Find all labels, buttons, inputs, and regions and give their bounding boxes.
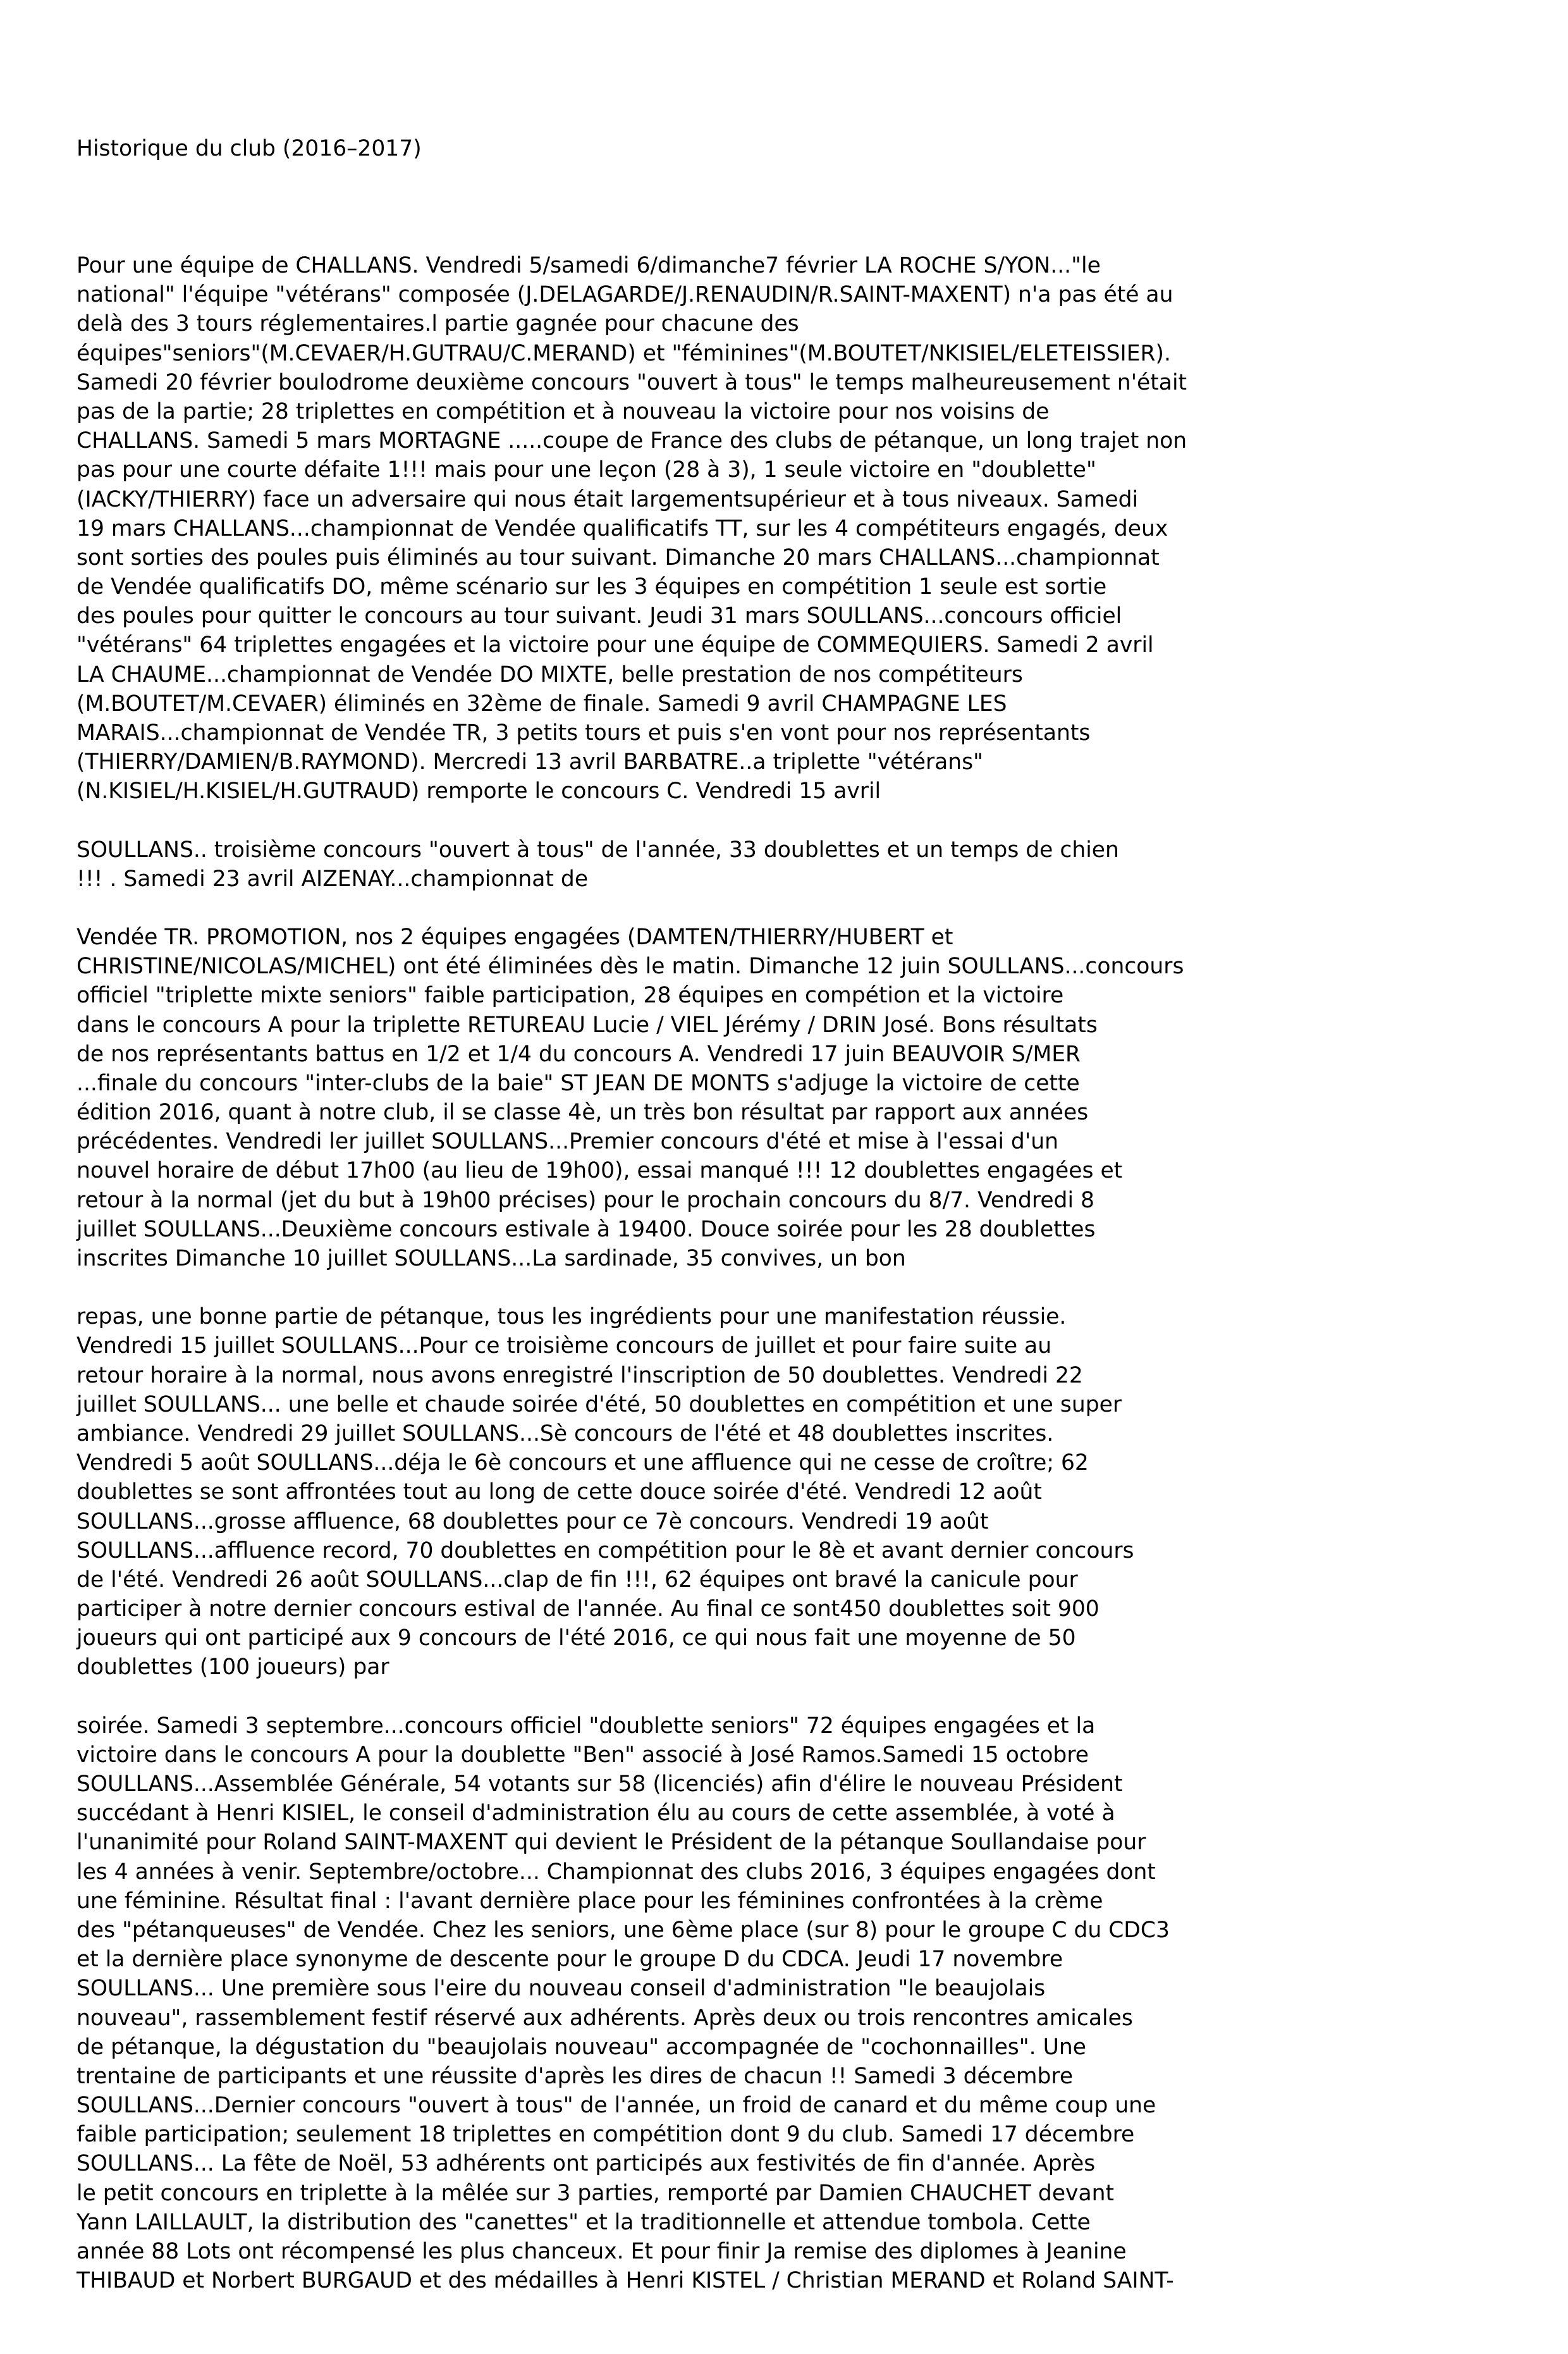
text-line: et la dernière place synonyme de descente pour le groupe D du CDCA. Jeudi 17 novembre <box>77 1947 1063 1973</box>
text-line: Samedi 20 février boulodrome deuxième concours "ouvert à tous" le temps malheureusement n'était <box>77 369 1187 395</box>
text-line: de Vendée qualificatifs DO, même scénario sur les 3 équipes en compétition 1 seule est sortie <box>77 574 1107 600</box>
text-line: ...finale du concours "inter-clubs de la baie" ST JEAN DE MONTS s'adjuge la victoire de cette <box>77 1070 1080 1096</box>
text-line: de pétanque, la dégustation du "beaujolais nouveau" accompagnée de "cochonnailles". Une <box>77 2034 1086 2060</box>
text-line: nouvel horaire de début 17h00 (au lieu de 19h00), essai manqué !!! 12 doublettes engagées et <box>77 1158 1123 1184</box>
text-line: inscrites Dimanche 10 juillet SOULLANS...La sardinade, 35 convives, un bon <box>77 1246 906 1272</box>
text-line: joueurs qui ont participé aux 9 concours de l'été 2016, ce qui nous fait une moyenne de 50 <box>77 1625 1076 1651</box>
text-line: l'unanimité pour Roland SAINT-MAXENT qui devient le Président de la pétanque Soullandaise pour <box>77 1830 1146 1856</box>
text-line: 19 mars CHALLANS...championnat de Vendée qualificatifs TT, sur les 4 compétiteurs engagés, deux <box>77 515 1168 541</box>
text-line: delà des 3 tours réglementaires.l partie gagnée pour chacune des <box>77 311 799 337</box>
text-line: MARAIS...championnat de Vendée TR, 3 petits tours et puis s'en vont pour nos représentants <box>77 720 1091 746</box>
text-line: SOULLANS...Assemblée Générale, 54 votants sur 58 (licenciés) afin d'élire le nouveau Président <box>77 1772 1123 1797</box>
text-line: faible participation; seulement 18 triplettes en compétition dont 9 du club. Samedi 17 décembre <box>77 2122 1135 2148</box>
text-line: doublettes (100 joueurs) par <box>77 1655 389 1680</box>
text-line: année 88 Lots ont récompensé les plus chanceux. Et pour finir Ja remise des diplomes à Jeanine <box>77 2239 1127 2265</box>
text-line: Vendredi 5 août SOULLANS...déja le 6è concours et une affluence qui ne cesse de croître; 62 <box>77 1450 1089 1476</box>
text-line: retour horaire à la normal, nous avons enregistré l'inscription de 50 doublettes. Vendredi 22 <box>77 1362 1083 1388</box>
text-line: Pour une équipe de CHALLANS. Vendredi 5/samedi 6/dimanche7 février LA ROCHE S/YON..."le <box>77 253 1101 279</box>
text-line: LA CHAUME...championnat de Vendée DO MIXTE, belle prestation de nos compétiteurs <box>77 662 1023 687</box>
text-line: trentaine de participants et une réussite d'après les dires de chacun !! Samedi 3 décembre <box>77 2063 1074 2089</box>
text-line: SOULLANS...affluence record, 70 doublettes en compétition pour le 8è et avant dernier concours <box>77 1537 1134 1563</box>
paragraph <box>77 1302 1493 1682</box>
text-line: SOULLANS... Une première sous l'eire du nouveau conseil d'administration "le beaujolais <box>77 1976 1046 2002</box>
text-line: SOULLANS...Dernier concours "ouvert à tous" de l'année, un froid de canard et du même coup une <box>77 2093 1156 2119</box>
text-line: des poules pour quitter le concours au tour suivant. Jeudi 31 mars SOULLANS...concours officiel <box>77 603 1122 629</box>
text-line: équipes"seniors"(M.CEVAER/H.GUTRAU/C.MERAND) et "féminines"(M.BOUTET/NKISIEL/ELETEISSIER). <box>77 340 1171 366</box>
text-line: Vendredi 15 juillet SOULLANS...Pour ce troisième concours de juillet et pour faire suite au <box>77 1333 1052 1359</box>
text-line: juillet SOULLANS... une belle et chaude soirée d'été, 50 doublettes en compétition et une super <box>77 1391 1122 1417</box>
text-line: dans le concours A pour la triplette RETUREAU Lucie / VIEL Jérémy / DRIN José. Bons résultats <box>77 1012 1098 1038</box>
text-line: une féminine. Résultat final : l'avant dernière place pour les féminines confrontées à la crème <box>77 1888 1103 1914</box>
text-line: des "pétanqueuses" de Vendée. Chez les seniors, une 6ème place (sur 8) pour le groupe C du CDC3 <box>77 1917 1170 1943</box>
text-line: THIBAUD et Norbert BURGAUD et des médailles à Henri KISTEL / Christian MERAND et Roland SAINT- <box>77 2268 1174 2294</box>
text-line: SOULLANS...grosse affluence, 68 doublettes pour ce 7è concours. Vendredi 19 août <box>77 1508 989 1534</box>
paragraph <box>77 1711 1493 2296</box>
text-line: victoire dans le concours A pour la doublette "Ben" associé à José Ramos.Samedi 15 octobre <box>77 1742 1089 1768</box>
text-line: le petit concours en triplette à la mêlée sur 3 parties, remporté par Damien CHAUCHET devant <box>77 2180 1114 2206</box>
paragraph <box>77 835 1493 894</box>
paragraph <box>77 251 1493 806</box>
text-line: Yann LAILLAULT, la distribution des "canettes" et la traditionnelle et attendue tombola. Cette <box>77 2209 1091 2235</box>
text-line: (IACKY/THIERRY) face un adversaire qui nous était largementsupérieur et à tous niveaux. Samedi <box>77 486 1139 512</box>
text-line: CHALLANS. Samedi 5 mars MORTAGNE .....coupe de France des clubs de pétanque, un long trajet non <box>77 428 1187 454</box>
text-line: précédentes. Vendredi ler juillet SOULLANS...Premier concours d'été et mise à l'essai d'un <box>77 1129 1059 1155</box>
text-line: national" l'équipe "vétérans" composée (J.DELAGARDE/J.RENAUDIN/R.SAINT-MAXENT) n'a pas été au <box>77 282 1173 308</box>
text-line: pas pour une courte défaite 1!!! mais pour une leçon (28 à 3), 1 seule victoire en "doublette" <box>77 457 1096 483</box>
text-line: succédant à Henri KISIEL, le conseil d'administration élu au cours de cette assemblée, à voté à <box>77 1801 1115 1827</box>
text-line: de nos représentants battus en 1/2 et 1/4 du concours A. Vendredi 17 juin BEAUVOIR S/MER <box>77 1041 1081 1067</box>
text-line: !!! . Samedi 23 avril AIZENAY...championnat de <box>77 866 589 892</box>
text-line: les 4 années à venir. Septembre/octobre... Championnat des clubs 2016, 3 équipes engagées dont <box>77 1859 1156 1885</box>
text-line: (N.KISIEL/H.KISIEL/H.GUTRAUD) remporte le concours C. Vendredi 15 avril <box>77 779 881 804</box>
text-line: doublettes se sont affrontées tout au long de cette douce soirée d'été. Vendredi 12 août <box>77 1479 1042 1505</box>
text-line: édition 2016, quant à notre club, il se classe 4è, un très bon résultat par rapport aux années <box>77 1100 1089 1126</box>
text-line: (THIERRY/DAMIEN/B.RAYMOND). Mercredi 13 avril BARBATRE..a triplette "vétérans" <box>77 749 984 775</box>
text-line: officiel "triplette mixte seniors" faible participation, 28 équipes en compétion et la victoire <box>77 983 1064 1009</box>
text-line: soirée. Samedi 3 septembre...concours officiel "doublette seniors" 72 équipes engagées et la <box>77 1713 1096 1739</box>
text-line: SOULLANS... La fête de Noël, 53 adhérents ont participés aux festivités de fin d'année. Après <box>77 2151 1096 2177</box>
text-line: juillet SOULLANS...Deuxième concours estivale à 19400. Douce soirée pour les 28 doublettes <box>77 1216 1096 1242</box>
text-line: ambiance. Vendredi 29 juillet SOULLANS...Sè concours de l'été et 48 doublettes inscrites. <box>77 1420 1054 1446</box>
document-page <box>77 76 1493 2354</box>
text-line: nouveau", rassemblement festif réservé aux adhérents. Après deux ou trois rencontres amicales <box>77 2005 1133 2031</box>
document-title: Historique du club (2016–2017) <box>77 136 422 162</box>
text-line: repas, une bonne partie de pétanque, tous les ingrédients pour une manifestation réussie. <box>77 1304 1067 1330</box>
text-line: (M.BOUTET/M.CEVAER) éliminés en 32ème de finale. Samedi 9 avril CHAMPAGNE LES <box>77 691 1007 717</box>
text-line: CHRISTINE/NICOLAS/MICHEL) ont été éliminées dès le matin. Dimanche 12 juin SOULLANS...concours <box>77 954 1184 980</box>
text-line: SOULLANS.. troisième concours "ouvert à tous" de l'année, 33 doublettes et un temps de chien <box>77 837 1119 863</box>
text-line: sont sorties des poules puis éliminés au tour suivant. Dimanche 20 mars CHALLANS...championnat <box>77 545 1160 570</box>
text-line: de l'été. Vendredi 26 août SOULLANS...clap de fin !!!, 62 équipes ont bravé la canicule pour <box>77 1567 1078 1593</box>
paragraph <box>77 923 1493 1273</box>
text-line: Vendée TR. PROMOTION, nos 2 équipes engagées (DAMTEN/THIERRY/HUBERT et <box>77 924 953 950</box>
document-body <box>77 251 1493 2295</box>
text-line: "vétérans" 64 triplettes engagées et la victoire pour une équipe de COMMEQUIERS. Samedi 2 avril <box>77 632 1154 658</box>
text-line: participer à notre dernier concours estival de l'année. Au final ce sont450 doublettes soit 900 <box>77 1596 1099 1622</box>
text-line: retour à la normal (jet du but à 19h00 précises) pour le prochain concours du 8/7. Vendredi 8 <box>77 1187 1094 1213</box>
text-line: pas de la partie; 28 triplettes en compétition et à nouveau la victoire pour nos voisins de <box>77 398 1050 424</box>
